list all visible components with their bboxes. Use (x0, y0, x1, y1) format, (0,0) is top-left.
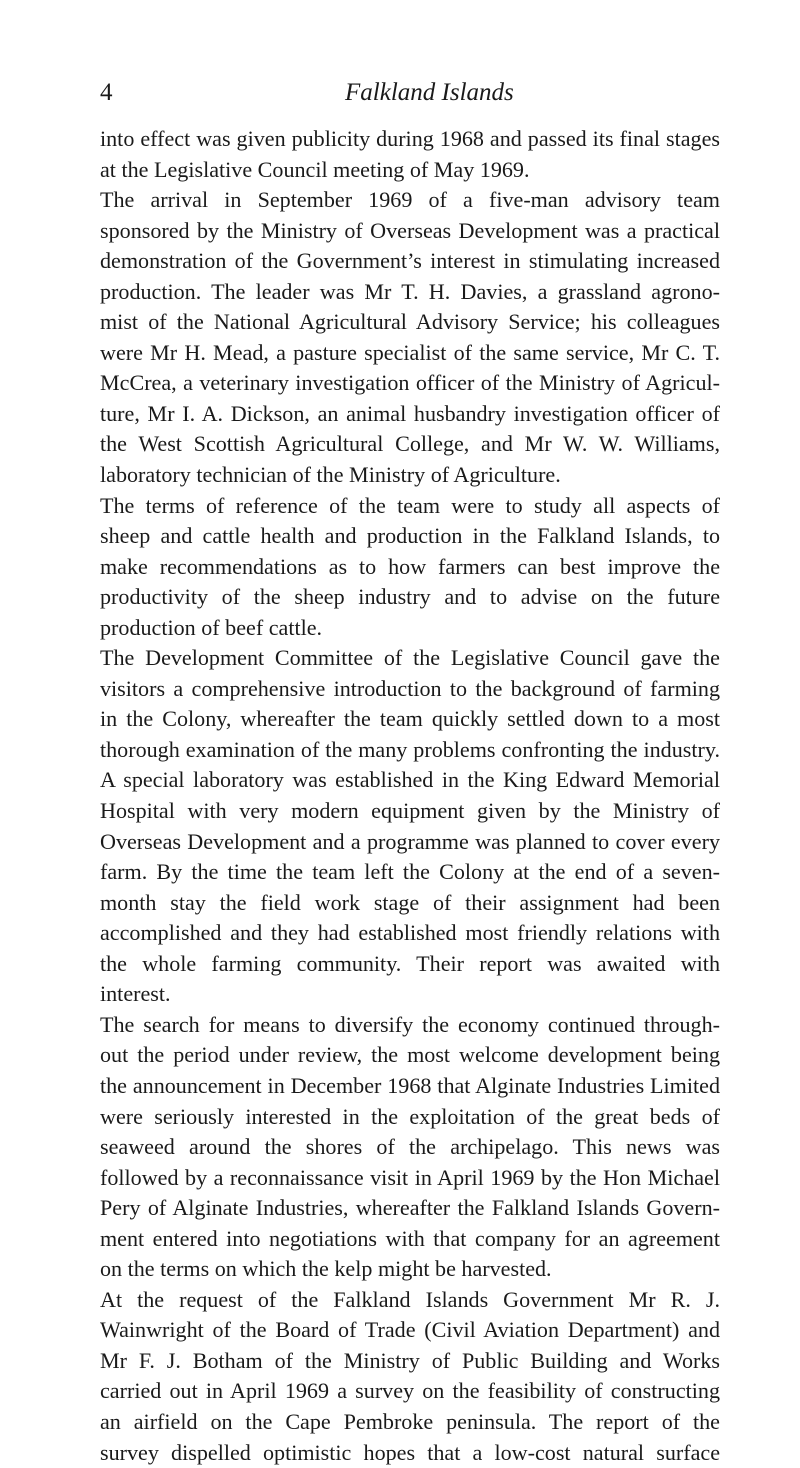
page-number: 4 (100, 79, 113, 106)
text-line: in the Colony, whereafter the team quickly settled down to a most (100, 706, 720, 732)
text-line: The Development Committee of the Legislative Council gave the (100, 645, 720, 671)
text-line: out the period under review, the most welcome development being (100, 1042, 720, 1068)
text-line: interest. (100, 981, 171, 1007)
text-line: farm. By the time the team left the Colony at the end of a seven- (100, 859, 720, 885)
text-line: survey dispelled optimistic hopes that a low-cost natural surface (100, 1439, 720, 1465)
text-line: sheep and cattle health and production in the Falkland Islands, to (100, 523, 720, 549)
text-line: ment entered into negotiations with that company for an agreement (100, 1225, 720, 1251)
text-line: into effect was given publicity during 1968 and passed its final stages (100, 126, 720, 151)
text-line: at the Legislative Council meeting of May 1969. (100, 156, 530, 182)
text-line: carried out in April 1969 a survey on the feasibility of constructing (100, 1378, 720, 1404)
text-line: McCrea, a veterinary investigation officer of the Ministry of Agricul- (100, 370, 720, 396)
text-line: Hospital with very modern equipment given by the Ministry of (100, 798, 720, 824)
text-line: on the terms on which the kelp might be harvested. (100, 1256, 552, 1282)
text-line: Wainwright of the Board of Trade (Civil Aviation Department) and (100, 1317, 720, 1343)
text-line: productivity of the sheep industry and to advise on the future (100, 584, 720, 610)
text-line: accomplished and they had established most friendly relations with (100, 920, 720, 946)
text-line: Mr F. J. Botham of the Ministry of Public Building and Works (100, 1347, 720, 1373)
text-line: demonstration of the Government’s interest in stimulating increased (100, 248, 720, 274)
text-line: The search for means to diversify the economy continued through- (100, 1011, 720, 1037)
text-line: the announcement in December 1968 that Alginate Industries Limited (100, 1072, 720, 1098)
running-title: Falkland Islands (345, 79, 514, 106)
text-line: production of beef cattle. (100, 614, 323, 640)
text-line: month stay the field work stage of their assignment had been (100, 889, 720, 915)
text-line: mist of the National Agricultural Advisory Service; his colleagues (100, 309, 720, 335)
text-line: Overseas Development and a programme was planned to cover every (100, 828, 720, 854)
text-line: A special laboratory was established in the King Edward Memorial (100, 767, 720, 793)
text-line: visitors a comprehensive introduction to the background of farming (100, 675, 720, 701)
text-line: The arrival in September 1969 of a five-man advisory team (100, 187, 720, 213)
text-line: the whole farming community. Their report was awaited with (100, 950, 720, 976)
text-line: an airfield on the Cape Pembroke peninsula. The report of the (100, 1408, 720, 1434)
text-line: production. The leader was Mr T. H. Davies, a grassland agrono- (100, 278, 720, 304)
text-line: The terms of reference of the team were to study all aspects of (100, 492, 720, 518)
text-line: followed by a reconnaissance visit in April 1969 by the Hon Michael (100, 1164, 720, 1190)
text-line: make recommendations as to how farmers can best improve the (100, 553, 720, 579)
text-line: sponsored by the Ministry of Overseas Development was a practical (100, 217, 720, 243)
text-line: Pery of Alginate Industries, whereafter the Falkland Islands Govern- (100, 1195, 720, 1221)
page-header (100, 76, 720, 116)
text-line: were seriously interested in the exploitation of the great beds of (100, 1103, 720, 1129)
text-line: laboratory technician of the Ministry of Agriculture. (100, 462, 561, 488)
text-line: seaweed around the shores of the archipelago. This news was (100, 1134, 720, 1160)
text-line: ture, Mr I. A. Dickson, an animal husbandry investigation officer of (100, 400, 720, 426)
text-line: the West Scottish Agricultural College, and Mr W. W. Williams, (100, 431, 720, 457)
text-line: thorough examination of the many problems confronting the industry. (100, 736, 720, 762)
body-text (100, 124, 720, 1468)
text-line: were Mr H. Mead, a pasture specialist of the same service, Mr C. T. (100, 339, 720, 365)
text-line: At the request of the Falkland Islands Government Mr R. J. (100, 1286, 720, 1312)
